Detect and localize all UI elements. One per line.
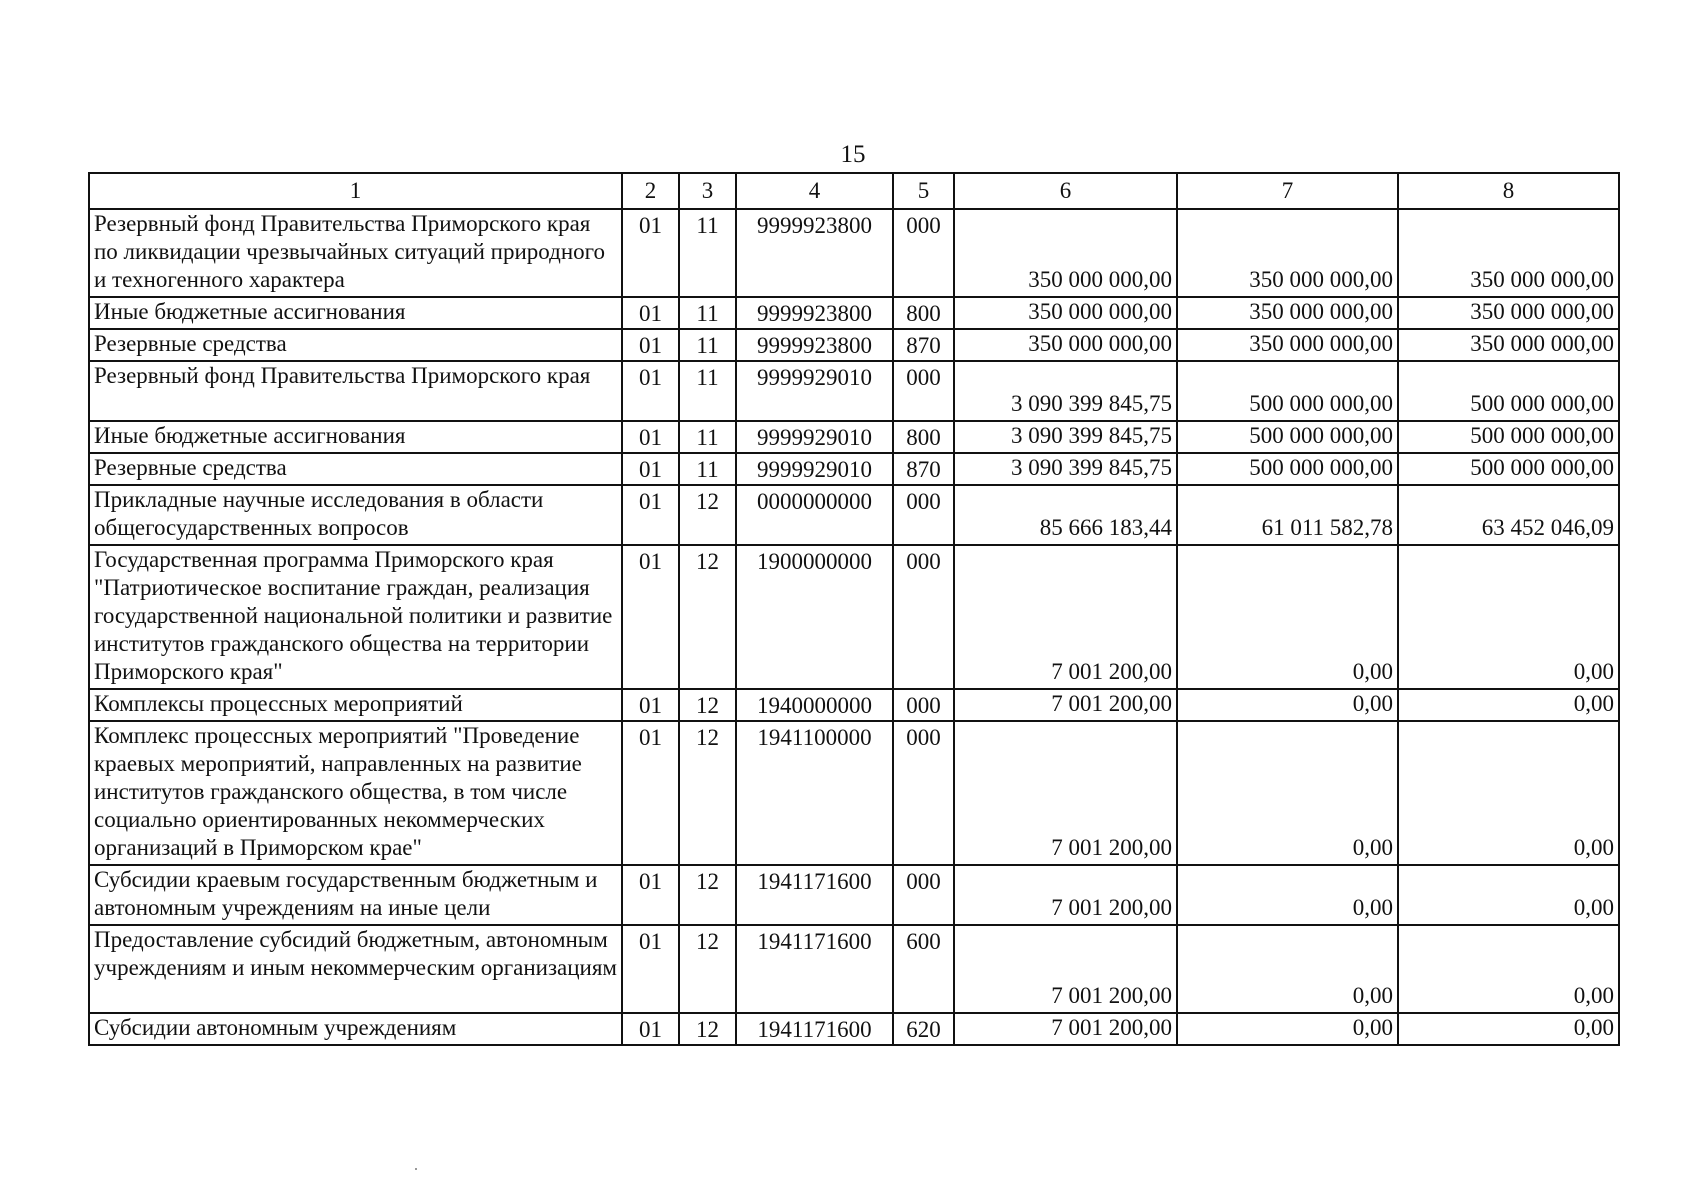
header-cell-2: 2 [622,173,679,209]
section-code-cell: 01 [622,1013,679,1045]
row-name-cell: Резервные средства [89,329,622,361]
table-row [89,421,1619,453]
amount-year1-cell: 7 001 200,00 [954,689,1177,721]
subsection-code-cell: 12 [679,485,736,545]
header-cell-7: 7 [1177,173,1398,209]
amount-year2-cell: 350 000 000,00 [1177,329,1398,361]
amount-year3-cell: 0,00 [1398,721,1619,865]
row-name-cell: Прикладные научные исследования в области общегосударственных вопросов [89,485,622,545]
amount-year1-cell: 7 001 200,00 [954,865,1177,925]
subsection-code-cell: 11 [679,209,736,297]
expense-type-cell: 620 [893,1013,954,1045]
section-code-cell: 01 [622,721,679,865]
amount-year1-cell: 350 000 000,00 [954,297,1177,329]
amount-year1-cell: 350 000 000,00 [954,209,1177,297]
table-row [89,865,1619,925]
page-number: 15 [840,141,866,168]
section-code-cell: 01 [622,209,679,297]
expense-type-cell: 870 [893,453,954,485]
table-row [89,545,1619,689]
expense-type-cell: 000 [893,865,954,925]
section-code-cell: 01 [622,925,679,1013]
target-article-cell: 0000000000 [736,485,893,545]
subsection-code-cell: 11 [679,329,736,361]
target-article-cell: 1941171600 [736,865,893,925]
subsection-code-cell: 12 [679,545,736,689]
amount-year2-cell: 0,00 [1177,1013,1398,1045]
amount-year1-cell: 3 090 399 845,75 [954,361,1177,421]
amount-year1-cell: 7 001 200,00 [954,925,1177,1013]
amount-year2-cell: 0,00 [1177,925,1398,1013]
table-row [89,297,1619,329]
amount-year1-cell: 350 000 000,00 [954,329,1177,361]
amount-year2-cell: 0,00 [1177,689,1398,721]
header-row [89,173,1619,209]
amount-year1-cell: 3 090 399 845,75 [954,453,1177,485]
table-row [89,721,1619,865]
target-article-cell: 9999929010 [736,421,893,453]
target-article-cell: 9999929010 [736,361,893,421]
target-article-cell: 1940000000 [736,689,893,721]
expense-type-cell: 000 [893,545,954,689]
row-name-cell: Предоставление субсидий бюджетным, автономным учреждениям и иным некоммерческим организациям [89,925,622,1013]
amount-year1-cell: 3 090 399 845,75 [954,421,1177,453]
subsection-code-cell: 12 [679,925,736,1013]
section-code-cell: 01 [622,453,679,485]
table-row [89,689,1619,721]
target-article-cell: 9999923800 [736,297,893,329]
amount-year1-cell: 7 001 200,00 [954,721,1177,865]
expense-type-cell: 000 [893,485,954,545]
target-article-cell: 1900000000 [736,545,893,689]
expense-type-cell: 800 [893,421,954,453]
section-code-cell: 01 [622,421,679,453]
target-article-cell: 1941171600 [736,1013,893,1045]
subsection-code-cell: 11 [679,453,736,485]
amount-year3-cell: 500 000 000,00 [1398,453,1619,485]
expense-type-cell: 870 [893,329,954,361]
row-name-cell: Резервный фонд Правительства Приморского края по ликвидации чрезвычайных ситуаций природного и техногенного характера [89,209,622,297]
amount-year3-cell: 500 000 000,00 [1398,421,1619,453]
row-name-cell: Иные бюджетные ассигнования [89,421,622,453]
target-article-cell: 9999923800 [736,209,893,297]
target-article-cell: 1941100000 [736,721,893,865]
expense-type-cell: 000 [893,721,954,865]
target-article-cell: 1941171600 [736,925,893,1013]
amount-year2-cell: 350 000 000,00 [1177,297,1398,329]
amount-year2-cell: 0,00 [1177,721,1398,865]
header-cell-6: 6 [954,173,1177,209]
table-row [89,485,1619,545]
amount-year2-cell: 61 011 582,78 [1177,485,1398,545]
subsection-code-cell: 11 [679,361,736,421]
table-row [89,1013,1619,1045]
table-row [89,925,1619,1013]
budget-table [88,172,1620,1046]
header-cell-4: 4 [736,173,893,209]
row-name-cell: Комплексы процессных мероприятий [89,689,622,721]
amount-year2-cell: 500 000 000,00 [1177,453,1398,485]
amount-year3-cell: 350 000 000,00 [1398,209,1619,297]
section-code-cell: 01 [622,865,679,925]
row-name-cell: Иные бюджетные ассигнования [89,297,622,329]
header-cell-3: 3 [679,173,736,209]
subsection-code-cell: 12 [679,1013,736,1045]
subsection-code-cell: 11 [679,297,736,329]
target-article-cell: 9999923800 [736,329,893,361]
row-name-cell: Резервные средства [89,453,622,485]
subsection-code-cell: 12 [679,865,736,925]
header-cell-5: 5 [893,173,954,209]
row-name-cell: Субсидии краевым государственным бюджетным и автономным учреждениям на иные цели [89,865,622,925]
subsection-code-cell: 12 [679,689,736,721]
expense-type-cell: 000 [893,689,954,721]
amount-year2-cell: 0,00 [1177,545,1398,689]
subsection-code-cell: 12 [679,721,736,865]
amount-year3-cell: 0,00 [1398,865,1619,925]
amount-year3-cell: 0,00 [1398,689,1619,721]
expense-type-cell: 600 [893,925,954,1013]
table-row [89,361,1619,421]
expense-type-cell: 000 [893,209,954,297]
section-code-cell: 01 [622,329,679,361]
table-row [89,453,1619,485]
amount-year3-cell: 63 452 046,09 [1398,485,1619,545]
amount-year1-cell: 7 001 200,00 [954,545,1177,689]
section-code-cell: 01 [622,485,679,545]
amount-year3-cell: 0,00 [1398,545,1619,689]
amount-year3-cell: 0,00 [1398,925,1619,1013]
table-row [89,329,1619,361]
section-code-cell: 01 [622,545,679,689]
amount-year3-cell: 500 000 000,00 [1398,361,1619,421]
section-code-cell: 01 [622,297,679,329]
row-name-cell: Субсидии автономным учреждениям [89,1013,622,1045]
amount-year1-cell: 85 666 183,44 [954,485,1177,545]
target-article-cell: 9999929010 [736,453,893,485]
section-code-cell: 01 [622,689,679,721]
amount-year3-cell: 350 000 000,00 [1398,329,1619,361]
amount-year1-cell: 7 001 200,00 [954,1013,1177,1045]
amount-year3-cell: 350 000 000,00 [1398,297,1619,329]
amount-year2-cell: 0,00 [1177,865,1398,925]
row-name-cell: Резервный фонд Правительства Приморского края [89,361,622,421]
amount-year2-cell: 500 000 000,00 [1177,421,1398,453]
section-code-cell: 01 [622,361,679,421]
row-name-cell: Государственная программа Приморского края "Патриотическое воспитание граждан, реализация государственной национальной политики и развитие институтов гражданского общества на территории Приморского края" [89,545,622,689]
header-cell-1: 1 [89,173,622,209]
row-name-cell: Комплекс процессных мероприятий "Проведение краевых мероприятий, направленных на развитие институтов гражданского общества, в том числе социально ориентированных некоммерческих организаций в Приморском крае" [89,721,622,865]
subsection-code-cell: 11 [679,421,736,453]
amount-year2-cell: 350 000 000,00 [1177,209,1398,297]
scan-speck [415,1168,417,1170]
expense-type-cell: 800 [893,297,954,329]
expense-type-cell: 000 [893,361,954,421]
header-cell-8: 8 [1398,173,1619,209]
table-row [89,209,1619,297]
amount-year3-cell: 0,00 [1398,1013,1619,1045]
amount-year2-cell: 500 000 000,00 [1177,361,1398,421]
